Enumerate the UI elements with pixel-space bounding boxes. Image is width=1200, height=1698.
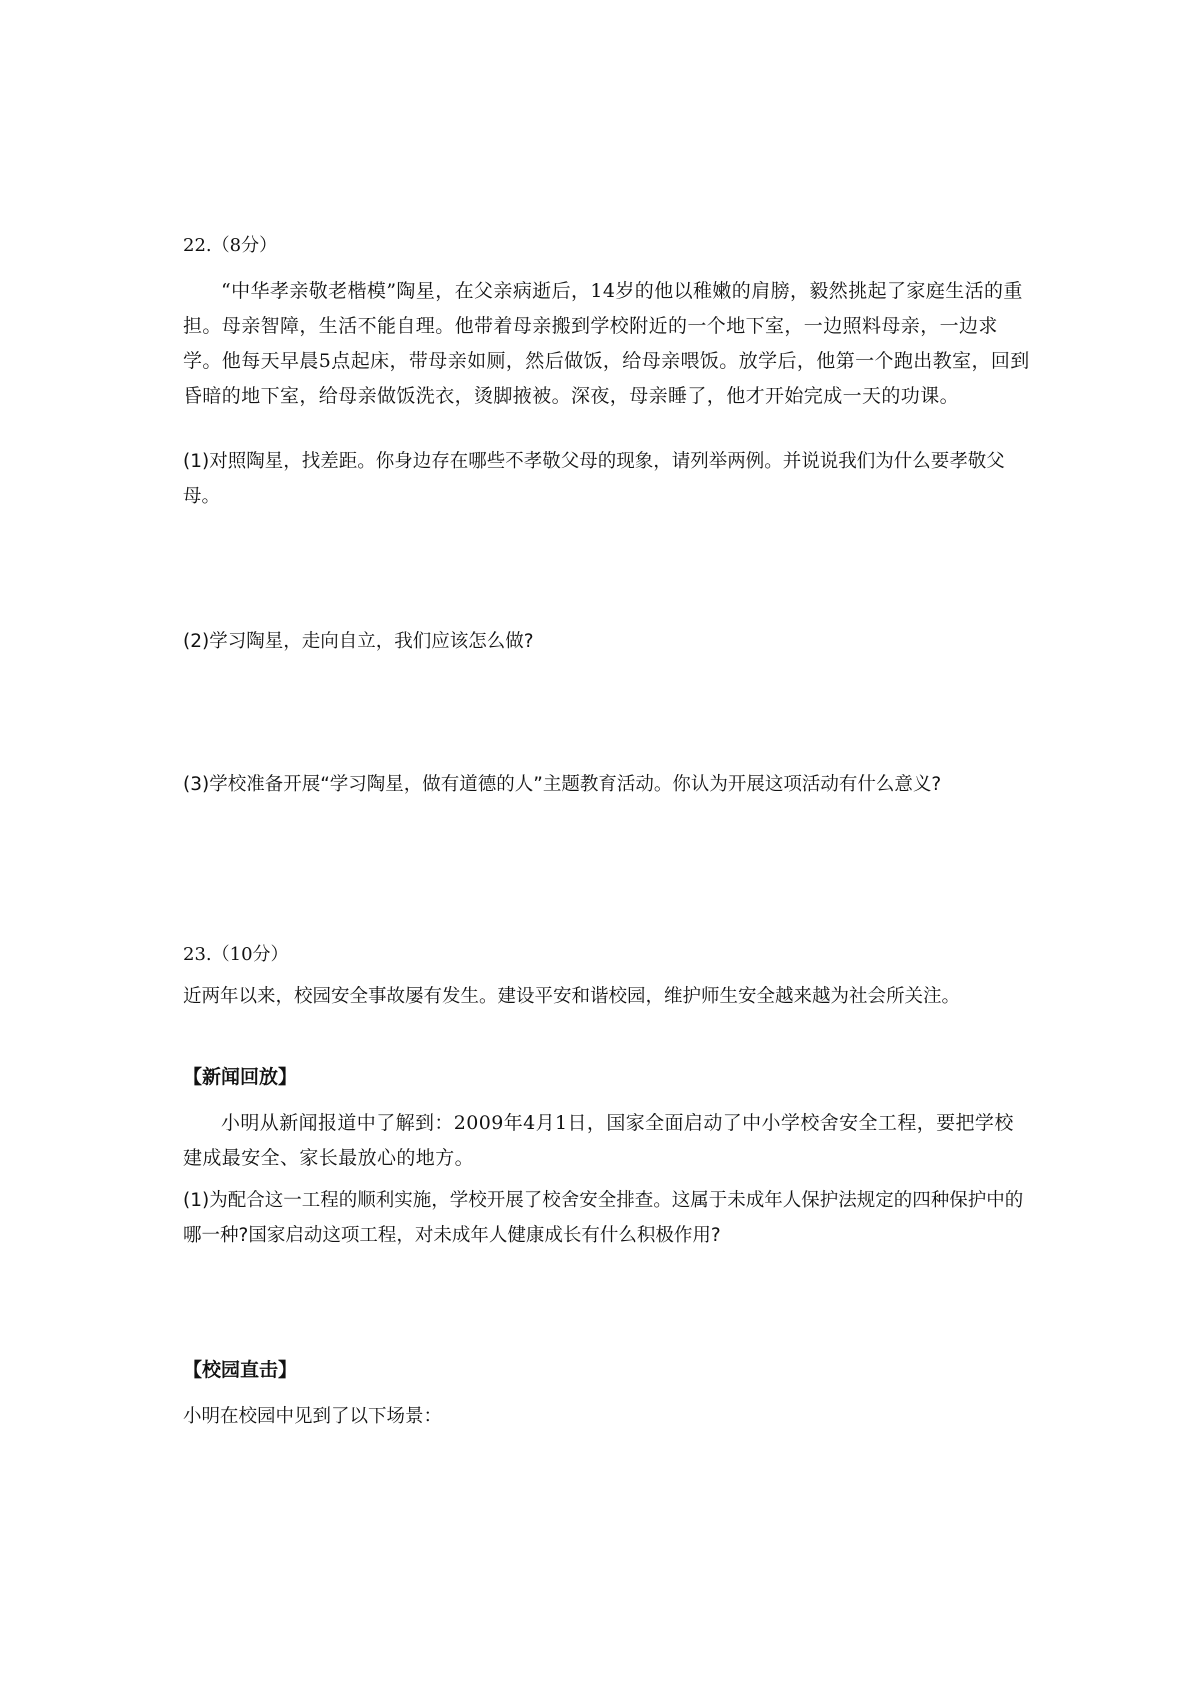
question-22-sub-1: (1)对照陶星，找差距。你身边存在哪些不孝敬父母的现象，请列举两例。并说说我们为什么要孝敬父母。 xyxy=(183,451,1005,507)
question-23-scene-intro: 小明在校园中见到了以下场景： xyxy=(183,1406,443,1427)
question-22-sub-2: (2)学习陶星，走向自立，我们应该怎么做? xyxy=(183,631,534,652)
question-22-header: 22.（8分） xyxy=(183,235,278,256)
question-23-header: 23.（10分） xyxy=(183,944,289,965)
question-23-intro: 近两年以来，校园安全事故屡有发生。建设平安和谐校园，维护师生安全越来越为社会所关注。 xyxy=(183,986,961,1007)
question-22-sub-3: (3)学校准备开展“学习陶星，做有道德的人”主题教育活动。你认为开展这项活动有什么意义? xyxy=(183,774,942,795)
section-campus-scene-title: 【校园直击】 xyxy=(183,1359,298,1381)
question-23-news: 小明从新闻报道中了解到：2009年4月1日，国家全面启动了中小学校舍安全工程，要把学校建成最安全、家长最放心的地方。 xyxy=(183,1112,1014,1169)
section-news-replay-title: 【新闻回放】 xyxy=(183,1066,298,1088)
question-22-passage: “中华孝亲敬老楷模”陶星，在父亲病逝后，14岁的他以稚嫩的肩膀，毅然挑起了家庭生活的重担。母亲智障，生活不能自理。他带着母亲搬到学校附近的一个地下室，一边照料母亲，一边求学。他每天早晨5点起床，带母亲如厕，然后做饭，给母亲喂饭。放学后，他第一个跑出教室，回到昏暗的地下室，给母亲做饭洗衣，烫脚掖被。深夜，母亲睡了，他才开始完成一天的功课。 xyxy=(183,280,1030,407)
question-23-sub-1: (1)为配合这一工程的顺利实施，学校开展了校舍安全排查。这属于未成年人保护法规定的四种保护中的哪一种?国家启动这项工程，对未成年人健康成长有什么积极作用? xyxy=(183,1190,1024,1246)
